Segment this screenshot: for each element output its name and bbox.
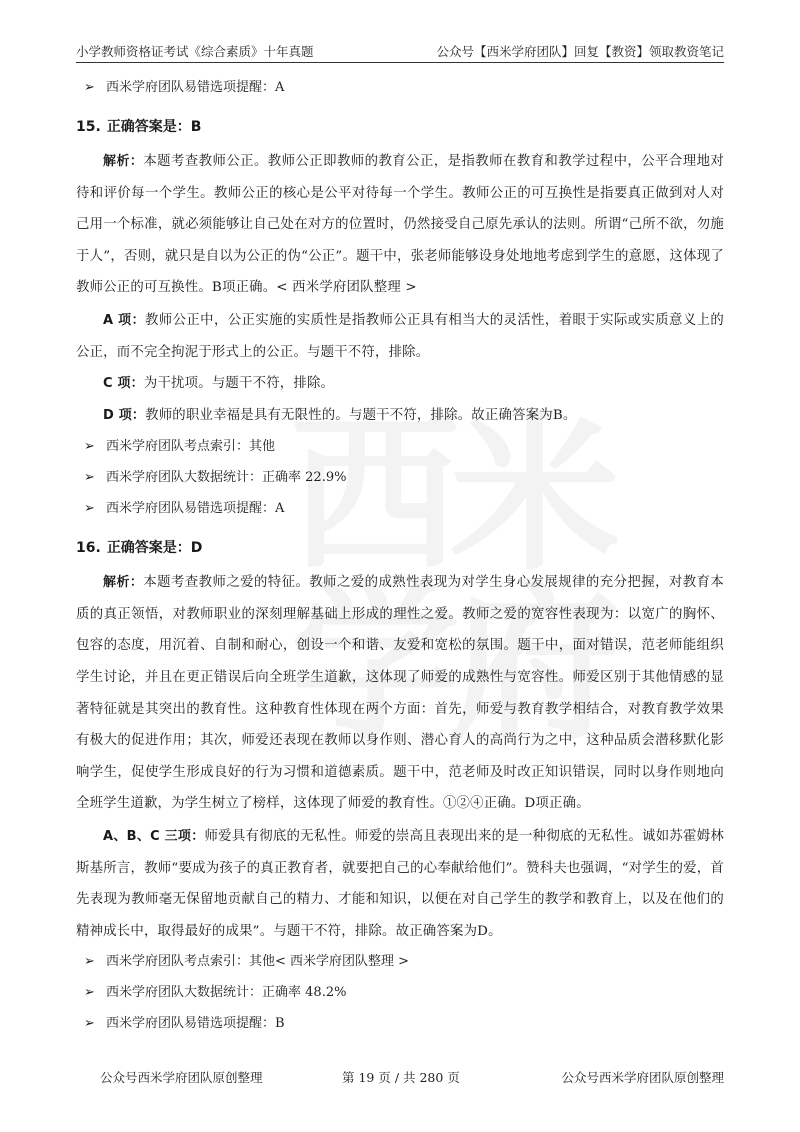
arrowhead-bullet-icon: ➢: [84, 985, 95, 1001]
q15-analysis: [76, 146, 724, 304]
question-15-answer: [76, 116, 724, 138]
answer-text: 正确答案是：B: [106, 119, 202, 135]
analysis-tag: 解析：: [103, 154, 144, 169]
option-text: 教师的职业幸福是具有无限性的。与题干不符，排除。故正确答案为B。: [145, 408, 577, 424]
option-text: 师爱具有彻底的无私性。师爱的崇高且表现出来的是一种彻底的无私性。诚如苏霍姆林斯基所言，教师“要成为孩子的真正教育者，就要把自己的心奉献给他们”。赞科夫也强调，“对学生的爱，首先表现为教师毫无保留地贡献自己的精力、才能和知识，以便在对自己学生的教学和教育上，以及在他们的精神成长中，取得最好的成果”。与题干不符，排除。故正确答案为D。: [76, 828, 724, 939]
analysis-tag: 解析：: [103, 575, 144, 591]
tip-label: 西米学府团队大数据统计：: [106, 470, 263, 486]
page-number: 第 19 页 / 共 280 页: [342, 1070, 460, 1085]
page-footer: [100, 1068, 724, 1090]
tip-value: A: [275, 80, 285, 95]
tip-value: 其他< 西米学府团队整理 >: [249, 954, 410, 970]
tip-bullet: [76, 437, 724, 457]
tip-bullet: [76, 468, 724, 488]
tip-label: 西米学府团队考点索引：: [106, 439, 250, 455]
tip-label: 西米学府团队考点索引：: [106, 954, 250, 970]
arrowhead-bullet-icon: ➢: [84, 501, 95, 517]
tip-value: B: [275, 1016, 285, 1032]
question-number: 16.: [76, 540, 101, 557]
page-header: [76, 36, 724, 63]
option-tag: A、B、C 三项：: [103, 828, 205, 844]
tip-bullet: [76, 1014, 724, 1034]
option-tag: C 项：: [103, 376, 144, 392]
footer-left: 公众号西米学府团队原创整理: [100, 1070, 263, 1085]
question-number: 15.: [76, 119, 101, 135]
header-promo: 公众号【西米学府团队】回复【教资】领取教资笔记: [436, 44, 724, 59]
arrowhead-bullet-icon: ➢: [84, 1016, 95, 1032]
tip-bullet: [76, 499, 724, 519]
option-tag: A 项：: [103, 312, 145, 328]
option-text: 为干扰项。与题干不符，排除。: [143, 376, 335, 392]
tip-label: 西米学府团队大数据统计：: [106, 985, 263, 1001]
q15-option-c: [76, 369, 724, 399]
q16-option-abc: [76, 821, 724, 947]
tip-value: 正确率 48.2%: [262, 985, 347, 1001]
tip-bullet: [76, 952, 724, 972]
tip-bullet: [76, 983, 724, 1003]
q15-option-a: [76, 305, 724, 368]
arrowhead-bullet-icon: ➢: [84, 80, 95, 95]
footer-right: 公众号西米学府团队原创整理: [561, 1070, 724, 1085]
tip-value: A: [275, 501, 285, 517]
arrowhead-bullet-icon: ➢: [84, 470, 95, 486]
tip-value: 正确率 22.9%: [262, 470, 347, 486]
question-16-answer: [76, 537, 724, 559]
tip-label: 西米学府团队易错选项提醒：: [106, 501, 276, 517]
answer-text: 正确答案是：D: [106, 540, 203, 557]
tip-label: 西米学府团队易错选项提醒：: [106, 80, 276, 95]
arrowhead-bullet-icon: ➢: [84, 439, 95, 455]
tip-bullet: [76, 78, 724, 98]
option-tag: D 项：: [103, 408, 146, 424]
q15-option-d: [76, 401, 724, 431]
analysis-text: 本题考查教师之爱的特征。教师之爱的成熟性表现为对学生身心发展规律的充分把握，对教育本质的真正领悟，对教师职业的深刻理解基础上形成的理性之爱。教师之爱的宽容性表现为：以宽广的胸怀、包容的态度，用沉着、自制和耐心，创设一个和谐、友爱和宽松的氛围。题干中，面对错误，范老师能组织学生讨论，并且在更正错误后向全班学生道歉，这体现了师爱的成熟性与宽容性。师爱区别于其他情感的显著特征就是其突出的教育性。这种教育性体现在两个方面：首先，师爱与教育教学相结合，对教育教学效果有极大的促进作用；其次，师爱还表现在教师以身作则、潜心育人的高尚行为之中，这种品质会潜移默化影响学生，促使学生形成良好的行为习惯和道德素质。题干中，范老师及时改正知识错误，同时以身作则地向全班学生道歉，为学生树立了榜样，这体现了师爱的教育性。①②④正确。D项正确。: [76, 575, 724, 812]
page-content: [76, 78, 724, 1045]
arrowhead-bullet-icon: ➢: [84, 954, 95, 970]
header-title: 小学教师资格证考试《综合素质》十年真题: [76, 44, 314, 59]
option-text: 教师公正中，公正实施的实质性是指教师公正具有相当大的灵活性，着眼于实际或实质意义上的公正，而不完全拘泥于形式上的公正。与题干不符，排除。: [76, 312, 724, 360]
tip-value: 其他: [249, 439, 276, 455]
analysis-text: 本题考查教师公正。教师公正即教师的教育公正，是指教师在教育和教学过程中，公平合理地对待和评价每一个学生。教师公正的核心是公平对待每一个学生。教师公正的可互换性是指要真正做到对人对己用一个标准，就必须能够让自己处在对方的位置时，仍然接受自己原先承认的法则。所谓“己所不欲，勿施于人”，否则，就只是自以为公正的伪“公正”。题干中，张老师能够设身处地地考虑到学生的意愿，这体现了教师公正的可互换性。B项正确。< 西米学府团队整理 >: [76, 154, 724, 296]
tip-label: 西米学府团队易错选项提醒：: [106, 1016, 276, 1032]
q16-analysis: [76, 567, 724, 820]
